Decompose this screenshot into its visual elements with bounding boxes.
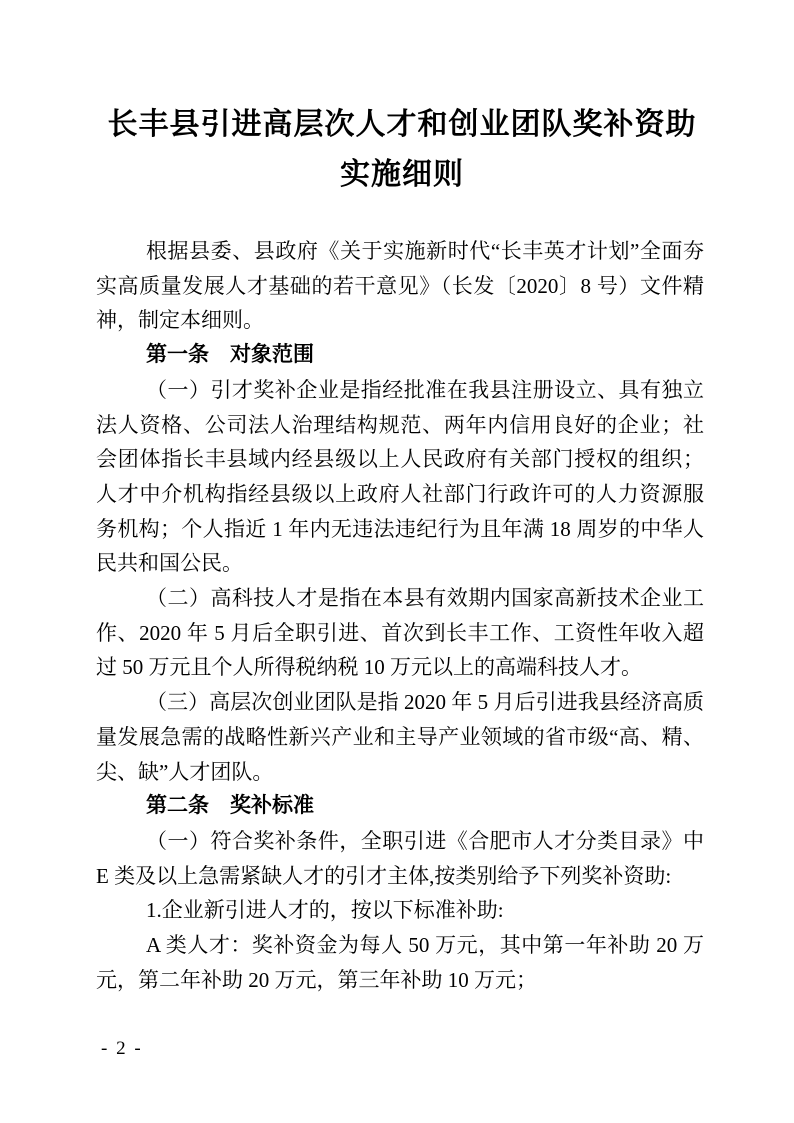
document-title-line-1: 长丰县引进高层次人才和创业团队奖补资助: [107, 108, 697, 141]
article-2-class-a-standard: A 类人才：奖补资金为每人 50 万元，其中第一年补助 20 万元，第二年补助 20 万元，第三年补助 10 万元；: [96, 933, 704, 992]
paragraph-intro: 根据县委、县政府《关于实施新时代“长丰英才计划”全面夯实高质量发展人才基础的若干意见》（长发〔2020〕8 号）文件精神，制定本细则。: [96, 239, 704, 333]
document-title-line-2: 实施细则: [340, 158, 464, 191]
article-2-item-1: （一）符合奖补条件，全职引进《合肥市人才分类目录》中E 类及以上急需紧缺人才的引才主体,按类别给予下列奖补资助:: [96, 828, 704, 888]
document-title: [96, 100, 708, 200]
document-body: [96, 234, 704, 997]
article-1-item-1: （一）引才奖补企业是指经批准在我县注册设立、具有独立法人资格、公司法人治理结构规范、两年内信用良好的企业；社会团体指长丰县域内经县级以上人民政府有关部门授权的组织；人才中介机构指经县级以上政府人社部门行政许可的人力资源服务机构；个人指近 1 年内无违法违纪行为且年满 18 周岁的中华人民共和国公民。: [96, 377, 704, 576]
page-number: - 2 -: [101, 1038, 143, 1059]
article-2-heading: 第二条 奖补标准: [146, 794, 314, 818]
article-2-item-1-sub-1: 1.企业新引进人才的，按以下标准补助:: [146, 898, 504, 923]
article-1-heading: 第一条 对象范围: [146, 343, 314, 367]
article-1-item-3: （三）高层次创业团队是指 2020 年 5 月后引进我县经济高质量发展急需的战略性新兴产业和主导产业领域的省市级“高、精、尖、缺”人才团队。: [96, 690, 704, 784]
article-1-item-2: （二）高科技人才是指在本县有效期内国家高新技术企业工作、2020 年 5 月后全职引进、首次到长丰工作、工资性年收入超过 50 万元且个人所得税纳税 10 万元以上的高端科技人才。: [96, 586, 704, 680]
